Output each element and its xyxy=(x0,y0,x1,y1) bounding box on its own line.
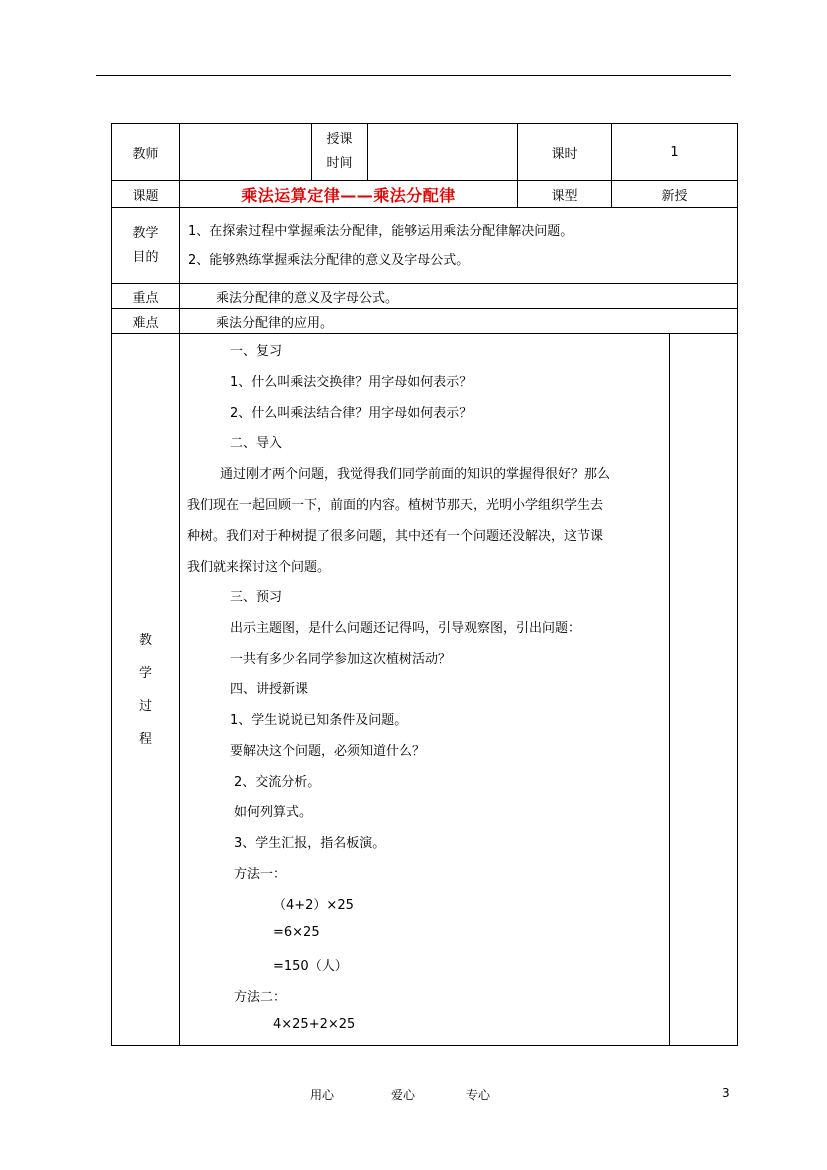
difficulty-value: 乘法分配律的应用。 xyxy=(180,309,738,334)
key-point-value: 乘法分配律的意义及字母公式。 xyxy=(180,284,738,309)
process-line: 如何列算式。 xyxy=(234,805,313,820)
footer-word: 爱心 xyxy=(391,1088,416,1102)
time-label xyxy=(312,124,368,181)
row-topic xyxy=(112,181,738,208)
process-line: 三、预习 xyxy=(230,590,283,605)
teacher-label: 教师 xyxy=(112,124,180,181)
process-line: 出示主题图，是什么问题还记得吗，引导观察图，引出问题： xyxy=(230,621,582,636)
time-label-line1: 授课 xyxy=(326,132,353,147)
process-label-char: 过 xyxy=(138,698,152,714)
goals-content xyxy=(180,208,738,284)
goals-label xyxy=(112,208,180,284)
topic-value-cell xyxy=(180,181,518,208)
process-line: 1、学生说说已知条件及问题。 xyxy=(230,713,408,728)
process-label-char: 程 xyxy=(138,731,152,747)
process-line: 2、什么叫乘法结合律？用字母如何表示？ xyxy=(230,406,473,421)
goal-item: 1、在探索过程中掌握乘法分配律，能够运用乘法分配律解决问题。 xyxy=(188,223,574,239)
process-line: =6×25 xyxy=(273,925,320,940)
process-content xyxy=(180,334,670,1046)
goal-item: 2、能够熟练掌握乘法分配律的意义及字母公式。 xyxy=(188,252,470,268)
row-process xyxy=(112,334,738,1046)
topic-label: 课题 xyxy=(112,181,180,208)
process-line: =150（人） xyxy=(273,959,348,974)
teacher-value xyxy=(180,124,312,181)
row-teacher-time xyxy=(112,124,738,181)
page-number: 3 xyxy=(722,1086,730,1100)
lesson-title: 乘法运算定律——乘法分配律 xyxy=(241,185,456,205)
process-line: 3、学生汇报，指名板演。 xyxy=(234,836,386,851)
process-line: 要解决这个问题，必须知道什么？ xyxy=(230,744,426,759)
process-line: 一共有多少名同学参加这次植树活动？ xyxy=(230,652,452,667)
footer-word: 用心 xyxy=(310,1088,335,1102)
type-value: 新授 xyxy=(612,181,738,208)
row-difficulty xyxy=(112,309,738,334)
process-line: （4+2）×25 xyxy=(273,898,354,913)
footer-word: 专心 xyxy=(466,1088,491,1102)
key-point-label: 重点 xyxy=(112,284,180,309)
row-goals xyxy=(112,208,738,284)
process-line: 一、复习 xyxy=(230,344,283,359)
process-line: 四、讲授新课 xyxy=(230,682,309,697)
process-line: 2、交流分析。 xyxy=(234,775,321,790)
period-value: 1 xyxy=(612,124,738,181)
process-line: 我们现在一起回顾一下，前面的内容。植树节那天，光明小学组织学生去 xyxy=(187,498,604,513)
time-value xyxy=(368,124,518,181)
process-line: 4×25+2×25 xyxy=(273,1017,356,1032)
process-line: 方法一： xyxy=(234,867,287,882)
type-label: 课型 xyxy=(518,181,612,208)
goals-label-line2: 目的 xyxy=(132,249,159,265)
process-line: 方法二： xyxy=(234,990,287,1005)
process-label-char: 教 xyxy=(138,632,152,648)
process-line: 我们就来探讨这个问题。 xyxy=(187,560,331,575)
period-label: 课时 xyxy=(518,124,612,181)
row-key-point xyxy=(112,284,738,309)
process-label xyxy=(112,334,180,1046)
process-label-char: 学 xyxy=(138,665,152,681)
process-notes-column xyxy=(670,334,738,1046)
time-label-line2: 时间 xyxy=(326,156,353,171)
process-line: 二、导入 xyxy=(230,436,283,451)
process-line: 通过刚才两个问题，我觉得我们同学前面的知识的掌握得很好？那么 xyxy=(220,467,611,482)
header-rule xyxy=(96,75,731,76)
lesson-plan-table xyxy=(111,123,738,1046)
difficulty-label: 难点 xyxy=(112,309,180,334)
process-line: 1、什么叫乘法交换律？用字母如何表示？ xyxy=(230,375,473,390)
goals-label-line1: 教学 xyxy=(132,225,159,241)
process-line: 种树。我们对于种树提了很多问题，其中还有一个问题还没解决，这节课 xyxy=(187,529,604,544)
